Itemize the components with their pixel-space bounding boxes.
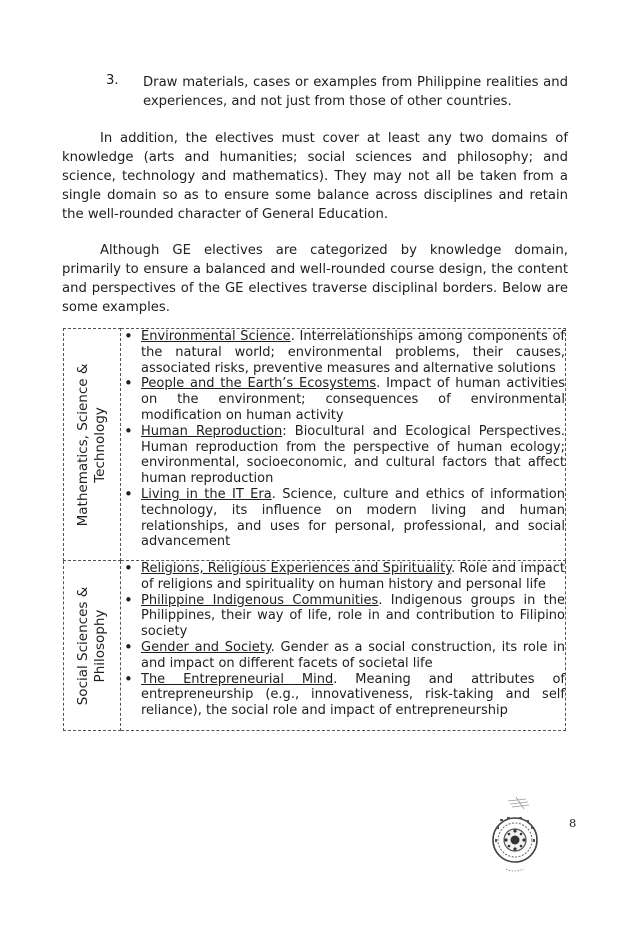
domain-examples-cell [121,329,566,561]
list-item: • Living in the IT Era. Science, culture and ethics of information technology, its influence on modern living and human relationships, and uses for personal, professional, and social advancement [141,487,565,550]
domain-label-cell [64,329,121,561]
list-item: • Gender and Society. Gender as a social construction, its role in and impact on different facets of societal life [141,640,565,672]
list-item: • Human Reproduction: Biocultural and Ecological Perspectives. Human reproduction from the perspective of human ecology; environmental, socioeconomic, and cultural factors that affect human reproduction [141,424,565,487]
domain-examples-table [63,328,566,731]
list-item-number: 3. [106,73,119,88]
paragraph-examples: Although GE electives are categorized by knowledge domain, primarily to ensure a balanced and well-rounded course design, the content and perspectives of the GE electives traverse disciplinal borders. Below are some examples. [62,243,568,315]
official-seal-icon [486,793,544,883]
paragraph-domains: In addition, the electives must cover at least any two domains of knowledge (arts and humanities; social sciences and philosophy; and science, technology and mathematics). They may not all be taken from a single domain so as to ensure some balance across disciplines and retain the well-rounded character of General Education. [62,131,568,222]
list-item: • Philippine Indigenous Communities. Indigenous groups in the Philippines, their way of life, role in and contribution to Filipino society [141,593,565,640]
examples-list [121,329,565,550]
examples-list [121,561,565,719]
list-item: • People and the Earth’s Ecosystems. Impact of human activities on the environment; consequences of environmental modification on human activity [141,376,565,423]
domain-label: Social Sciences & Philosophy [75,586,108,705]
domain-row-social-sciences [64,561,566,731]
domain-examples-cell [121,561,566,731]
domain-label-cell [64,561,121,731]
list-item: • Environmental Science. Interrelationships among components of the natural world; environmental problems, their causes, associated risks, preventive measures and alternative solutions [141,329,565,376]
list-item: • Religions, Religious Experiences and Spirituality. Role and impact of religions and spirituality on human history and personal life [141,561,565,593]
list-item: • The Entrepreneurial Mind. Meaning and attributes of entrepreneurship (e.g., innovativeness, risk-taking and self reliance), the social role and impact of entrepreneurship [141,672,565,719]
page-number: 8 [569,816,577,830]
domain-row-math-science [64,329,566,561]
domain-label: Mathematics, Science & Technology [75,363,108,526]
list-item-text: Draw materials, cases or examples from Philippine realities and experiences, and not just from those of other countries. [143,75,568,109]
